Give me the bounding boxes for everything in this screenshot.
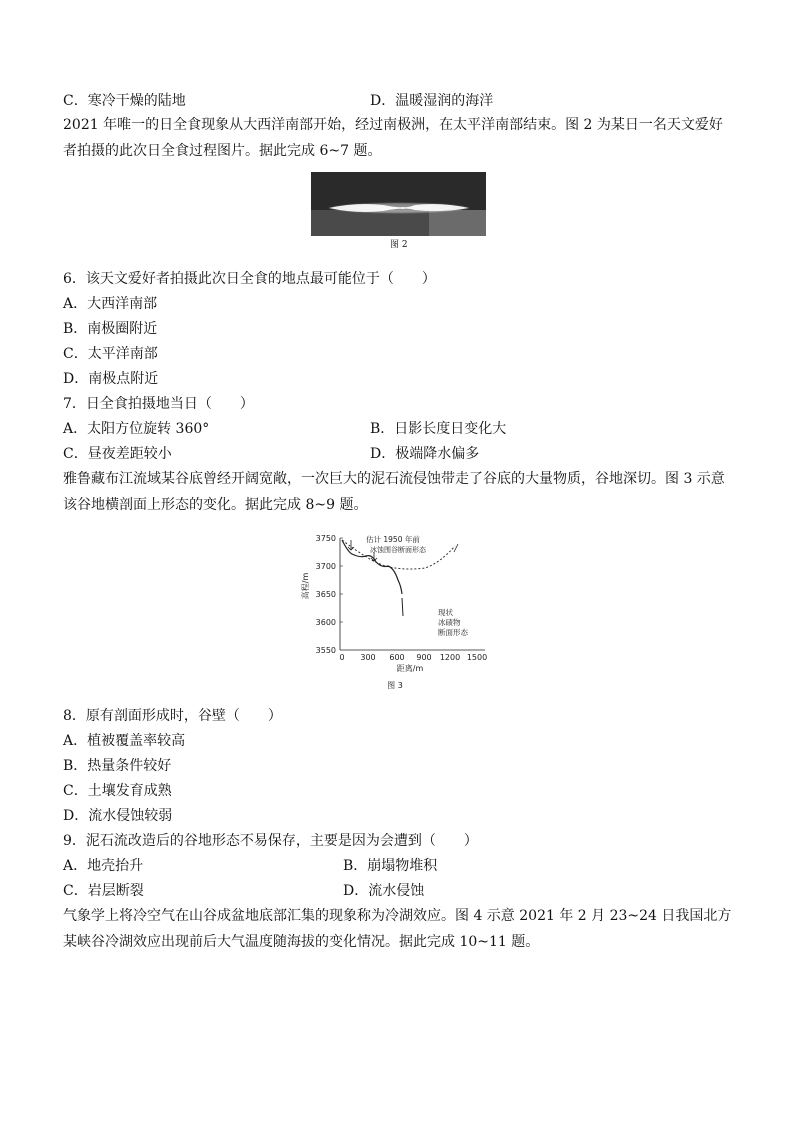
figure-2-eclipse-photo [311,172,486,236]
q6-option-b: B．南极圈附近 [63,321,158,337]
option-c-top: C．寒冷干燥的陆地 [63,93,186,109]
q7-option-c: C．昼夜差距较小 [63,446,172,462]
q7-option-b: B．日影长度日变化大 [370,421,507,437]
q7-option-a: A．太阳方位旋转 360° [63,421,210,437]
x-tick-label: 1200 [439,653,461,662]
q8-option-c: C．土壤发育成熟 [63,783,172,799]
y-tick-label: 3600 [315,618,336,627]
option-d-top: D．温暖湿润的海洋 [370,93,494,109]
figure-3-valley-profile [300,528,500,693]
annotation-old-profile-1: 估计 1950 年前 [366,535,420,544]
figure-2-caption: 图 2 [390,240,408,250]
annotation-old-profile-2: 冰蚀围谷断面形态 [370,546,426,554]
y-tick-label: 3650 [315,590,336,599]
figure-3-caption: 图 3 [387,681,403,690]
q9-option-d: D．流水侵蚀 [343,883,425,899]
y-axis-label: 高程/m [301,572,310,600]
q9-option-a: A．地壳抬升 [63,858,144,874]
arrow-icon [454,544,458,552]
x-tick-label: 1500 [466,653,488,662]
old-profile-line [342,540,455,569]
q7-stem: 7．日全食拍摄地当日（ ） [63,396,254,412]
eclipse-streak [311,172,486,236]
q6-option-a: A．大西洋南部 [63,296,158,312]
q8-stem: 8．原有剖面形成时，谷壁（ ） [63,708,282,724]
current-profile-gully [402,598,403,616]
intro-paragraph-8-9: 雅鲁藏布江流域某谷底曾经开阔宽敞，一次巨大的泥石流侵蚀带走了谷底的大量物质，谷地深切。图 3 示意该谷地横剖面上形态的变化。据此完成 8~9 题。 [63,471,725,513]
q8-option-a: A．植被覆盖率较高 [63,733,186,749]
q6-option-c: C．太平洋南部 [63,346,158,362]
x-tick-label: 0 [339,653,345,662]
q6-option-d: D．南极点附近 [63,371,159,387]
y-tick-label: 3750 [315,534,336,543]
y-tick-label: 3700 [315,562,336,571]
y-tick-label: 3550 [315,646,336,655]
annotation-new-profile-2: 冰碛物 [438,618,461,627]
q9-option-c: C．岩层断裂 [63,883,144,899]
intro-paragraph-6-7: 2021 年唯一的日全食现象从大西洋南部开始，经过南极洲，在太平洋南部结束。图 2 为某日一名天文爱好者拍摄的此次日全食过程图片。据此完成 6~7 题。 [63,117,723,159]
q8-option-d: D．流水侵蚀较弱 [63,808,173,824]
q9-stem: 9．泥石流改造后的谷地形态不易保存，主要是因为会遭到（ ） [63,833,478,849]
x-tick-label: 300 [360,653,376,662]
q7-option-d: D．极端降水偏多 [370,446,480,462]
x-axis-label: 距离/m [396,664,424,673]
q8-option-b: B．热量条件较好 [63,758,172,774]
intro-paragraph-10-11: 气象学上将冷空气在山谷成盆地底部汇集的现象称为冷湖效应。图 4 示意 2021 年 2 月 23~24 日我国北方某峡谷冷湖效应出现前后大气温度随海拔的变化情况。据此完成 10~11 题。 [63,908,732,950]
annotation-new-profile-3: 断面形态 [438,628,468,637]
annotation-new-profile-1: 现状 [438,608,453,617]
x-tick-label: 600 [389,653,405,662]
q6-stem: 6．该天文爱好者拍摄此次日全食的地点最可能位于（ ） [63,271,436,287]
q9-option-b: B．崩塌物堆积 [343,858,438,874]
x-tick-label: 900 [416,653,432,662]
